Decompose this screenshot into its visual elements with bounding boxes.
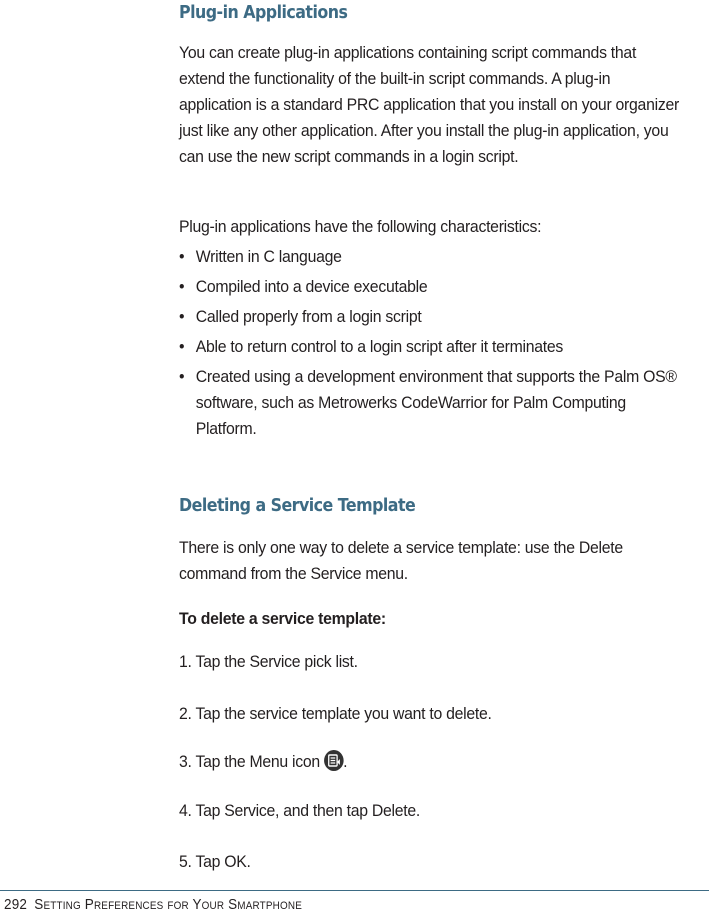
characteristics-list bbox=[179, 244, 686, 446]
procedure-step: 1. Tap the Service pick list. bbox=[179, 652, 358, 671]
list-item: • Written in C language bbox=[179, 244, 686, 270]
characteristics-lead: Plug-in applications have the following characteristics: bbox=[179, 217, 542, 236]
step-period: . bbox=[343, 752, 348, 771]
list-item: • Able to return control to a login script after it terminates bbox=[179, 334, 686, 360]
list-item: • Called properly from a login script bbox=[179, 304, 686, 330]
procedure-step-text: 3. Tap the Menu icon bbox=[179, 752, 320, 771]
footer-rule bbox=[0, 890, 709, 891]
procedure-step: 5. Tap OK. bbox=[179, 852, 251, 871]
list-item: • Compiled into a device executable bbox=[179, 274, 686, 300]
procedure-title: To delete a service template: bbox=[179, 609, 386, 628]
section-heading-plug-in: Plug-in Applications bbox=[179, 2, 348, 23]
delete-intro-paragraph: There is only one way to delete a service template: use the Delete command from the Service menu. bbox=[179, 538, 623, 583]
plug-in-intro-paragraph: You can create plug-in applications containing script commands that extend the functionality of the built-in script commands. A plug-in application is a standard PRC application that you install on your organizer just like any other application. After you install the plug-in application, you can use the new script commands in a login script. bbox=[179, 43, 679, 166]
running-title: Setting Preferences for Your Smartphone bbox=[34, 896, 303, 913]
list-item: • Created using a development environment that supports the Palm OS® software, such as Metrowerks CodeWarrior for Palm Computing Platform. bbox=[179, 364, 686, 442]
procedure-step: 2. Tap the service template you want to delete. bbox=[179, 704, 492, 723]
menu-icon bbox=[324, 750, 344, 771]
page-footer bbox=[4, 896, 302, 913]
procedure-step: 4. Tap Service, and then tap Delete. bbox=[179, 801, 421, 820]
section-heading-delete-template: Deleting a Service Template bbox=[179, 495, 416, 516]
procedure-step-menu bbox=[179, 749, 686, 775]
page-number: 292 bbox=[4, 896, 28, 913]
